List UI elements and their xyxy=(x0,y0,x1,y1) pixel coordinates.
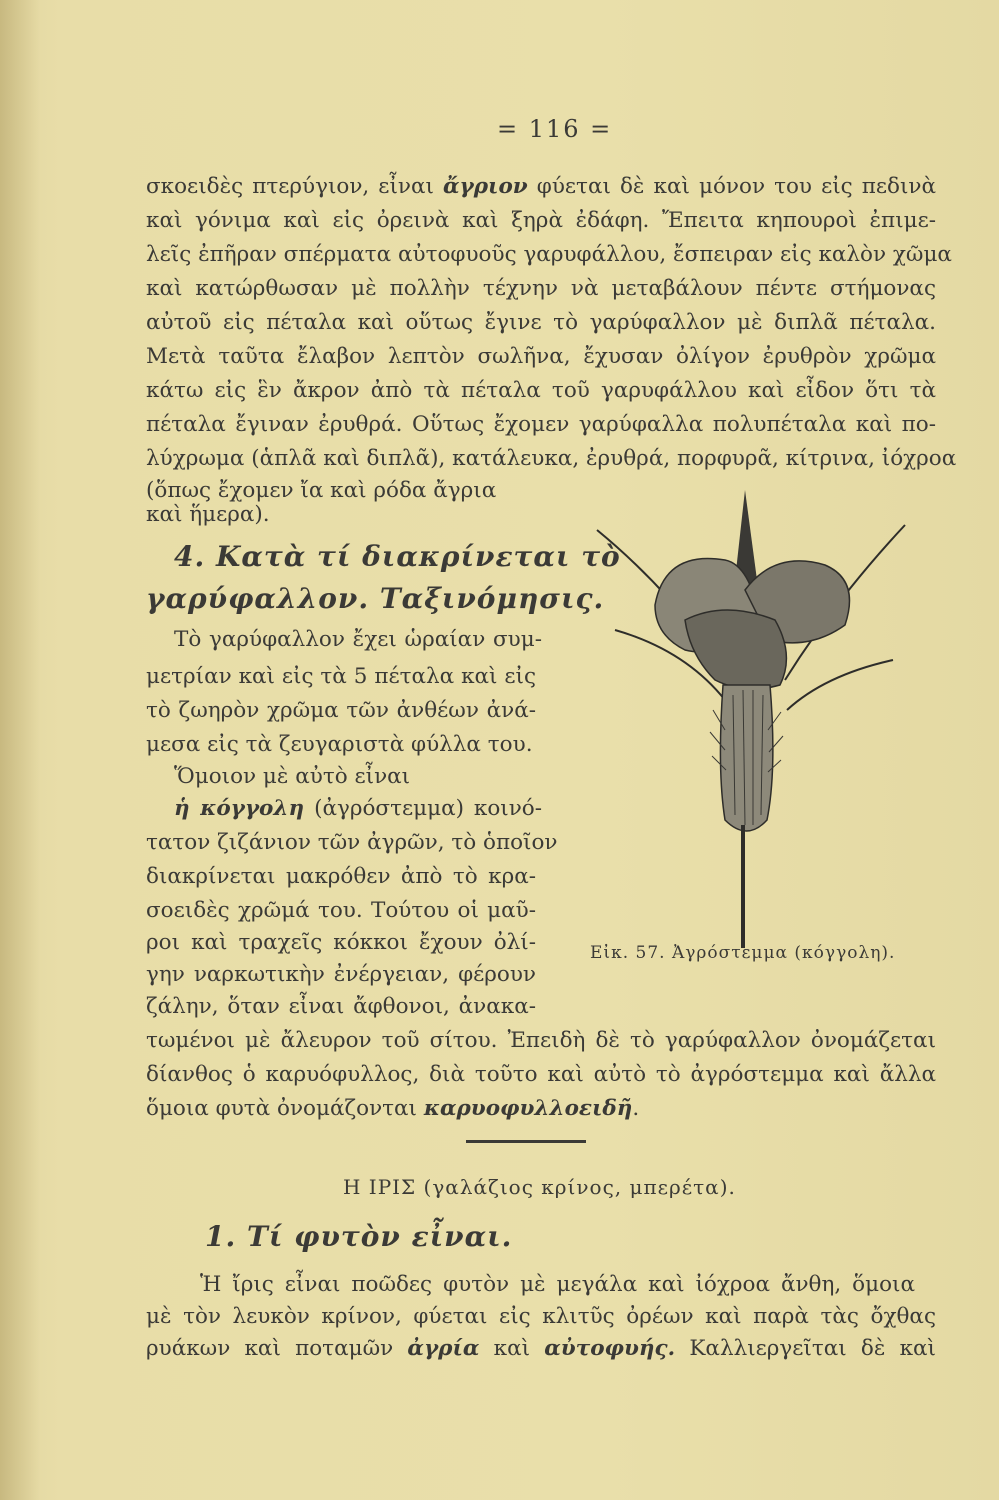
text-line: μεσα εἰς τὰ ζευγαριστὰ φύλλα του. xyxy=(146,732,533,757)
text-line: δίανθος ὁ καρυόφυλλος, διὰ τοῦτο καὶ αὐτὸ τὸ ἀγρόστεμμα καὶ ἄλλα xyxy=(146,1062,936,1087)
text-line: τατον ζιζάνιον τῶν ἀγρῶν, τὸ ὁποῖον xyxy=(146,830,558,855)
text-line: καὶ ἥμερα). xyxy=(146,502,270,527)
text-line: Τὸ γαρύφαλλον ἔχει ὡραίαν συμ- xyxy=(174,627,542,652)
page-number: = 116 = xyxy=(497,115,613,143)
text-line: καὶ κατώρθωσαν μὲ πολλὴν τέχνην νὰ μεταβάλουν πέντε στήμονας xyxy=(146,276,936,301)
section-title: Η ΙΡΙΣ (γαλάζιος κρίνος, μπερέτα). xyxy=(343,1175,736,1199)
text-line: μετρίαν καὶ εἰς τὰ 5 πέταλα καὶ εἰς xyxy=(146,664,536,689)
text-line xyxy=(146,1334,936,1364)
agrostemma-flower-illustration xyxy=(575,470,930,950)
text-segment: (ἀγρόστεμμα) κοινό- xyxy=(314,796,543,821)
emphasis-word: ἀγρία xyxy=(407,1336,480,1361)
text-line: Ἡ ἴρις εἶναι ποῶδες φυτὸν μὲ μεγάλα καὶ ἰόχροα ἄνθη, ὅμοια xyxy=(200,1272,915,1297)
figure-caption: Εἰκ. 57. Ἀγρόστεμμα (κόγγολη). xyxy=(590,943,896,963)
text-line: κάτω εἰς ἓν ἄκρον ἀπὸ τὰ πέταλα τοῦ γαρυφάλλου καὶ εἶδον ὅτι τὰ xyxy=(146,378,936,403)
section-heading: 4. Κατὰ τί διακρίνεται τὸ xyxy=(174,540,621,573)
text-line: ζάλην, ὅταν εἶναι ἄφθονοι, ἀνακα- xyxy=(146,994,536,1019)
emphasis-word: ἄγριον xyxy=(443,174,528,199)
text-line: αὐτοῦ εἰς πέταλα καὶ οὕτως ἔγινε τὸ γαρύφαλλον μὲ διπλᾶ πέταλα. xyxy=(146,310,936,335)
calyx-tube xyxy=(720,685,772,831)
text-line: πέταλα ἔγιναν ἐρυθρά. Οὕτως ἔχομεν γαρύφαλλα πολυπέταλα καὶ πο- xyxy=(146,412,936,437)
text-line xyxy=(146,1094,936,1124)
text-line xyxy=(174,794,542,824)
text-line: τωμένοι μὲ ἄλευρον τοῦ σίτου. Ἐπειδὴ δὲ τὸ γαρύφαλλον ὀνομάζεται xyxy=(146,1028,936,1053)
text-line: μὲ τὸν λευκὸν κρίνον, φύεται εἰς κλιτῦς ὀρέων καὶ παρὰ τὰς ὄχθας xyxy=(146,1304,936,1329)
text-segment: καὶ xyxy=(493,1336,531,1361)
text-line: Ὅμοιον μὲ αὐτὸ εἶναι xyxy=(174,764,411,789)
section-divider xyxy=(466,1140,586,1143)
text-line: λεῖς ἐπῆραν σπέρματα αὐτοφυοῦς γαρυφάλλου, ἔσπειραν εἰς καλὸν χῶμα xyxy=(146,242,952,267)
emphasis-word: αὐτοφυής. xyxy=(544,1336,676,1361)
text-line: γην ναρκωτικὴν ἐνέργειαν, φέρουν xyxy=(146,962,536,987)
text-line: (ὅπως ἔχομεν ἴα καὶ ρόδα ἄγρια xyxy=(146,478,497,503)
emphasis-word: καρυοφυλλοειδῆ xyxy=(423,1096,633,1121)
text-line: καὶ γόνιμα καὶ εἰς ὀρεινὰ καὶ ξηρὰ ἐδάφη. Ἔπειτα κηπουροὶ ἐπιμε- xyxy=(146,208,936,233)
text-segment: ὅμοια φυτὰ ὀνομάζονται xyxy=(146,1096,417,1121)
text-line: λύχρωμα (ἁπλᾶ καὶ διπλᾶ), κατάλευκα, ἐρυθρά, πορφυρᾶ, κίτρινα, ἰόχροα xyxy=(146,446,957,471)
sepal-right-lower xyxy=(787,660,893,710)
text-line: διακρίνεται μακρόθεν ἀπὸ τὸ κρα- xyxy=(146,864,536,889)
text-segment: σκοειδὲς πτερύγιον, εἶναι xyxy=(146,174,434,199)
text-segment: φύεται δὲ καὶ μόνον του εἰς πεδινὰ xyxy=(536,174,937,199)
text-segment: Καλλιεργεῖται δὲ καὶ xyxy=(689,1336,936,1361)
period: . xyxy=(632,1096,640,1121)
text-line: Μετὰ ταῦτα ἔλαβον λεπτὸν σωλῆνα, ἔχυσαν ὀλίγον ἐρυθρὸν χρῶμα xyxy=(146,344,936,369)
page-edge-shadow xyxy=(0,0,40,1500)
section-heading: 1. Τί φυτὸν εἶναι. xyxy=(205,1220,513,1253)
text-line: σοειδὲς χρῶμά του. Τούτου οἱ μαῦ- xyxy=(146,898,536,923)
text-line xyxy=(146,172,936,202)
section-heading-continued: γαρύφαλλον. Ταξινόμησις. xyxy=(146,582,605,615)
text-line: ροι καὶ τραχεῖς κόκκοι ἔχουν ὀλί- xyxy=(146,930,536,955)
text-segment: ρυάκων καὶ ποταμῶν xyxy=(146,1336,394,1361)
emphasis-word: ἡ κόγγολη xyxy=(174,796,305,821)
petal-front xyxy=(685,610,786,689)
text-line: τὸ ζωηρὸν χρῶμα τῶν ἀνθέων ἀνά- xyxy=(146,698,536,723)
